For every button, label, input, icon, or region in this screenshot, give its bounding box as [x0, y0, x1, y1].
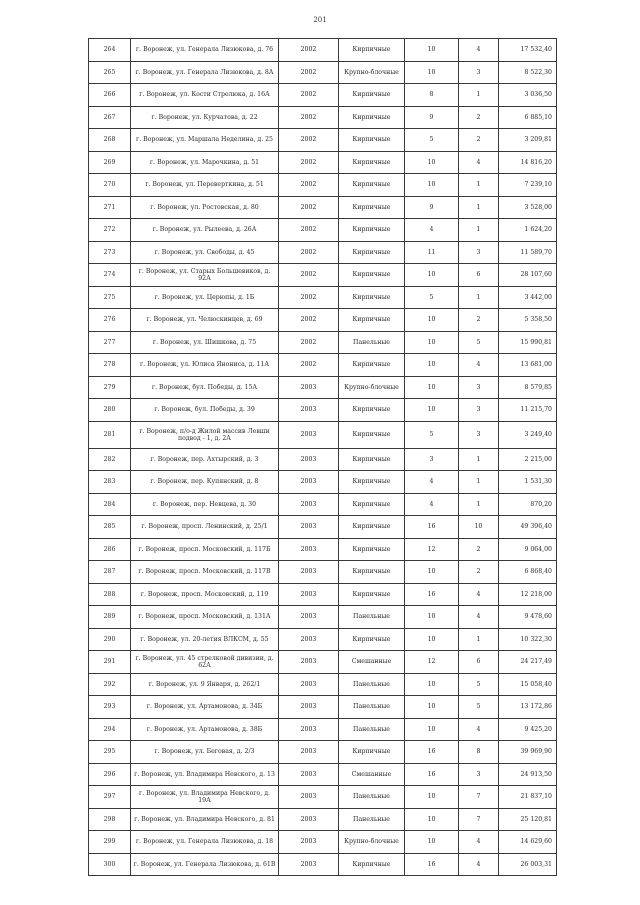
year-cell: 2003 — [279, 538, 339, 561]
wall-material-cell: Кирпичные — [339, 853, 405, 876]
floors-cell: 10 — [405, 561, 459, 584]
floors-cell: 4 — [405, 219, 459, 242]
row-number-cell: 292 — [89, 673, 131, 696]
wall-material-cell: Кирпичные — [339, 421, 405, 448]
wall-material-cell: Панельные — [339, 808, 405, 831]
amount-cell: 13 681,00 — [499, 354, 557, 377]
row-number-cell: 288 — [89, 583, 131, 606]
wall-material-cell: Смешанные — [339, 651, 405, 674]
wall-material-cell: Кирпичные — [339, 219, 405, 242]
wall-material-cell: Кирпичные — [339, 448, 405, 471]
amount-cell: 14 629,60 — [499, 831, 557, 854]
table-row — [89, 583, 557, 606]
row-number-cell: 264 — [89, 39, 131, 62]
table-row — [89, 606, 557, 629]
amount-cell: 10 322,30 — [499, 628, 557, 651]
floors-cell: 5 — [405, 421, 459, 448]
entrances-cell: 5 — [459, 673, 499, 696]
floors-cell: 10 — [405, 673, 459, 696]
table-row — [89, 264, 557, 287]
entrances-cell: 1 — [459, 174, 499, 197]
amount-cell: 6 868,40 — [499, 561, 557, 584]
year-cell: 2003 — [279, 741, 339, 764]
address-cell: г. Воронеж, ул. 45 стрелковой дивизии, д. 62А — [131, 651, 279, 674]
row-number-cell: 266 — [89, 84, 131, 107]
row-number-cell: 272 — [89, 219, 131, 242]
amount-cell: 25 120,81 — [499, 808, 557, 831]
amount-cell: 5 358,50 — [499, 309, 557, 332]
floors-cell: 12 — [405, 651, 459, 674]
amount-cell: 11 215,70 — [499, 399, 557, 422]
row-number-cell: 282 — [89, 448, 131, 471]
address-cell: г. Воронеж, ул. Переверткина, д. 51 — [131, 174, 279, 197]
row-number-cell: 273 — [89, 241, 131, 264]
year-cell: 2003 — [279, 448, 339, 471]
address-cell: г. Воронеж, ул. Марочкина, д. 51 — [131, 151, 279, 174]
year-cell: 2002 — [279, 84, 339, 107]
entrances-cell: 2 — [459, 106, 499, 129]
wall-material-cell: Кирпичные — [339, 561, 405, 584]
table-row — [89, 763, 557, 786]
year-cell: 2002 — [279, 151, 339, 174]
year-cell: 2003 — [279, 583, 339, 606]
row-number-cell: 269 — [89, 151, 131, 174]
floors-cell: 10 — [405, 174, 459, 197]
wall-material-cell: Кирпичные — [339, 354, 405, 377]
table-row — [89, 354, 557, 377]
table-row — [89, 309, 557, 332]
floors-cell: 16 — [405, 516, 459, 539]
address-cell: г. Воронеж, просп. Московский, д. 119 — [131, 583, 279, 606]
row-number-cell: 298 — [89, 808, 131, 831]
address-cell: г. Воронеж, ул. Владимира Невского, д. 13 — [131, 763, 279, 786]
year-cell: 2003 — [279, 696, 339, 719]
table-row — [89, 448, 557, 471]
entrances-cell: 4 — [459, 39, 499, 62]
entrances-cell: 3 — [459, 61, 499, 84]
entrances-cell: 3 — [459, 421, 499, 448]
floors-cell: 12 — [405, 538, 459, 561]
amount-cell: 28 107,60 — [499, 264, 557, 287]
year-cell: 2002 — [279, 61, 339, 84]
row-number-cell: 274 — [89, 264, 131, 287]
amount-cell: 9 478,60 — [499, 606, 557, 629]
amount-cell: 49 396,40 — [499, 516, 557, 539]
amount-cell: 26 003,31 — [499, 853, 557, 876]
address-cell: г. Воронеж, ул. Рылеева, д. 26А — [131, 219, 279, 242]
entrances-cell: 2 — [459, 538, 499, 561]
year-cell: 2002 — [279, 286, 339, 309]
amount-cell: 1 531,30 — [499, 471, 557, 494]
year-cell: 2003 — [279, 471, 339, 494]
address-cell: г. Воронеж, ул. Курчатова, д. 22 — [131, 106, 279, 129]
amount-cell: 3 442,00 — [499, 286, 557, 309]
amount-cell: 9 425,20 — [499, 718, 557, 741]
entrances-cell: 1 — [459, 471, 499, 494]
floors-cell: 16 — [405, 763, 459, 786]
row-number-cell: 297 — [89, 786, 131, 809]
entrances-cell: 5 — [459, 696, 499, 719]
row-number-cell: 300 — [89, 853, 131, 876]
address-cell: г. Воронеж, ул. Генерала Лизюкова, д. 76 — [131, 39, 279, 62]
wall-material-cell: Кирпичные — [339, 493, 405, 516]
table-row — [89, 241, 557, 264]
entrances-cell: 4 — [459, 853, 499, 876]
amount-cell: 7 239,10 — [499, 174, 557, 197]
amount-cell: 870,20 — [499, 493, 557, 516]
row-number-cell: 275 — [89, 286, 131, 309]
floors-cell: 10 — [405, 309, 459, 332]
amount-cell: 8 579,85 — [499, 376, 557, 399]
row-number-cell: 293 — [89, 696, 131, 719]
year-cell: 2003 — [279, 493, 339, 516]
year-cell: 2002 — [279, 309, 339, 332]
row-number-cell: 296 — [89, 763, 131, 786]
floors-cell: 11 — [405, 241, 459, 264]
wall-material-cell: Кирпичные — [339, 583, 405, 606]
year-cell: 2002 — [279, 331, 339, 354]
wall-material-cell: Кирпичные — [339, 106, 405, 129]
table-row — [89, 853, 557, 876]
floors-cell: 5 — [405, 129, 459, 152]
year-cell: 2003 — [279, 421, 339, 448]
entrances-cell: 1 — [459, 628, 499, 651]
entrances-cell: 6 — [459, 264, 499, 287]
address-cell: г. Воронеж, ул. Ростовская, д. 80 — [131, 196, 279, 219]
row-number-cell: 286 — [89, 538, 131, 561]
entrances-cell: 3 — [459, 763, 499, 786]
row-number-cell: 287 — [89, 561, 131, 584]
floors-cell: 10 — [405, 61, 459, 84]
floors-cell: 10 — [405, 808, 459, 831]
table-row — [89, 516, 557, 539]
entrances-cell: 2 — [459, 129, 499, 152]
address-cell: г. Воронеж, ул. Владимира Невского, д. 81 — [131, 808, 279, 831]
wall-material-cell: Кирпичные — [339, 538, 405, 561]
row-number-cell: 294 — [89, 718, 131, 741]
wall-material-cell: Кирпичные — [339, 174, 405, 197]
row-number-cell: 280 — [89, 399, 131, 422]
amount-cell: 21 837,10 — [499, 786, 557, 809]
table-row — [89, 471, 557, 494]
amount-cell: 24 913,50 — [499, 763, 557, 786]
floors-cell: 16 — [405, 583, 459, 606]
wall-material-cell: Кирпичные — [339, 196, 405, 219]
address-cell: г. Воронеж, ул. Свободы, д. 45 — [131, 241, 279, 264]
entrances-cell: 5 — [459, 331, 499, 354]
amount-cell: 6 885,10 — [499, 106, 557, 129]
year-cell: 2003 — [279, 561, 339, 584]
address-cell: г. Воронеж, просп. Московский, д. 131А — [131, 606, 279, 629]
entrances-cell: 3 — [459, 376, 499, 399]
address-cell: г. Воронеж, ул. Старых Большевиков, д. 92А — [131, 264, 279, 287]
floors-cell: 8 — [405, 84, 459, 107]
entrances-cell: 2 — [459, 561, 499, 584]
floors-cell: 9 — [405, 106, 459, 129]
address-cell: г. Воронеж, ул. Кости Стрелюка, д. 16А — [131, 84, 279, 107]
year-cell: 2002 — [279, 39, 339, 62]
floors-cell: 10 — [405, 718, 459, 741]
wall-material-cell: Панельные — [339, 331, 405, 354]
amount-cell: 3 249,40 — [499, 421, 557, 448]
wall-material-cell: Кирпичные — [339, 286, 405, 309]
year-cell: 2002 — [279, 264, 339, 287]
address-cell: г. Воронеж, ул. Беговая, д. 2/3 — [131, 741, 279, 764]
floors-cell: 10 — [405, 354, 459, 377]
table-row — [89, 129, 557, 152]
table-row — [89, 651, 557, 674]
address-cell: г. Воронеж, ул. Генерала Лизюкова, д. 8А — [131, 61, 279, 84]
table-row — [89, 196, 557, 219]
address-cell: г. Воронеж, ул. Юлиса Янониса, д. 11А — [131, 354, 279, 377]
row-number-cell: 290 — [89, 628, 131, 651]
entrances-cell: 10 — [459, 516, 499, 539]
table-row — [89, 628, 557, 651]
floors-cell: 4 — [405, 471, 459, 494]
entrances-cell: 7 — [459, 786, 499, 809]
wall-material-cell: Крупно-блочные — [339, 831, 405, 854]
page-number: 201 — [313, 16, 327, 24]
entrances-cell: 4 — [459, 718, 499, 741]
row-number-cell: 299 — [89, 831, 131, 854]
floors-cell: 10 — [405, 151, 459, 174]
entrances-cell: 1 — [459, 286, 499, 309]
amount-cell: 2 215,00 — [499, 448, 557, 471]
wall-material-cell: Кирпичные — [339, 471, 405, 494]
table-row — [89, 808, 557, 831]
table-row — [89, 39, 557, 62]
entrances-cell: 1 — [459, 448, 499, 471]
row-number-cell: 295 — [89, 741, 131, 764]
floors-cell: 10 — [405, 39, 459, 62]
wall-material-cell: Панельные — [339, 696, 405, 719]
wall-material-cell: Кирпичные — [339, 264, 405, 287]
address-cell: г. Воронеж, ул. Церюпы, д. 1Б — [131, 286, 279, 309]
wall-material-cell: Кирпичные — [339, 628, 405, 651]
address-cell: г. Воронеж, ул. Маршала Неделина, д. 25 — [131, 129, 279, 152]
amount-cell: 3 528,00 — [499, 196, 557, 219]
entrances-cell: 4 — [459, 583, 499, 606]
table-row — [89, 174, 557, 197]
table-row — [89, 696, 557, 719]
address-cell: г. Воронеж, бул. Победы, д. 39 — [131, 399, 279, 422]
year-cell: 2002 — [279, 129, 339, 152]
amount-cell: 17 532,40 — [499, 39, 557, 62]
entrances-cell: 3 — [459, 399, 499, 422]
year-cell: 2003 — [279, 718, 339, 741]
floors-cell: 4 — [405, 493, 459, 516]
row-number-cell: 279 — [89, 376, 131, 399]
wall-material-cell: Панельные — [339, 673, 405, 696]
wall-material-cell: Кирпичные — [339, 151, 405, 174]
amount-cell: 9 064,00 — [499, 538, 557, 561]
amount-cell: 15 058,40 — [499, 673, 557, 696]
floors-cell: 10 — [405, 376, 459, 399]
wall-material-cell: Кирпичные — [339, 309, 405, 332]
address-cell: г. Воронеж, просп. Московский, д. 117В — [131, 561, 279, 584]
year-cell: 2003 — [279, 831, 339, 854]
amount-cell: 39 969,90 — [499, 741, 557, 764]
floors-cell: 10 — [405, 606, 459, 629]
wall-material-cell: Крупно-блочные — [339, 61, 405, 84]
address-cell: г. Воронеж, ул. Генерала Лизюкова, д. 18 — [131, 831, 279, 854]
table-row — [89, 673, 557, 696]
year-cell: 2002 — [279, 219, 339, 242]
address-cell: г. Воронеж, просп. Ленинский, д. 25/1 — [131, 516, 279, 539]
year-cell: 2003 — [279, 853, 339, 876]
entrances-cell: 8 — [459, 741, 499, 764]
address-cell: г. Воронеж, п/о-д Жилой массив Левши подвод - 1, д. 2А — [131, 421, 279, 448]
entrances-cell: 6 — [459, 651, 499, 674]
floors-cell: 10 — [405, 786, 459, 809]
amount-cell: 15 990,81 — [499, 331, 557, 354]
table-row — [89, 399, 557, 422]
year-cell: 2003 — [279, 399, 339, 422]
floors-cell: 3 — [405, 448, 459, 471]
address-cell: г. Воронеж, пер. Ахтырский, д. 3 — [131, 448, 279, 471]
row-number-cell: 283 — [89, 471, 131, 494]
table-row — [89, 561, 557, 584]
wall-material-cell: Кирпичные — [339, 241, 405, 264]
address-cell: г. Воронеж, ул. 20-летия ВЛКСМ, д. 55 — [131, 628, 279, 651]
floors-cell: 9 — [405, 196, 459, 219]
floors-cell: 16 — [405, 741, 459, 764]
address-cell: г. Воронеж, пер. Купянский, д. 8 — [131, 471, 279, 494]
row-number-cell: 278 — [89, 354, 131, 377]
address-cell: г. Воронеж, ул. Артамонова, д. 38Б — [131, 718, 279, 741]
year-cell: 2003 — [279, 808, 339, 831]
address-cell: г. Воронеж, ул. Челюскинцев, д. 69 — [131, 309, 279, 332]
year-cell: 2003 — [279, 376, 339, 399]
amount-cell: 8 522,30 — [499, 61, 557, 84]
floors-cell: 10 — [405, 264, 459, 287]
wall-material-cell: Панельные — [339, 606, 405, 629]
table-row — [89, 151, 557, 174]
year-cell: 2002 — [279, 196, 339, 219]
row-number-cell: 289 — [89, 606, 131, 629]
address-cell: г. Воронеж, ул. Владимира Невского, д. 19А — [131, 786, 279, 809]
year-cell: 2003 — [279, 786, 339, 809]
address-cell: г. Воронеж, просп. Московский, д. 117Б — [131, 538, 279, 561]
housing-registry-table — [88, 38, 557, 876]
floors-cell: 5 — [405, 286, 459, 309]
address-cell: г. Воронеж, ул. Артамонова, д. 34Б — [131, 696, 279, 719]
year-cell: 2003 — [279, 606, 339, 629]
year-cell: 2002 — [279, 241, 339, 264]
amount-cell: 3 036,50 — [499, 84, 557, 107]
entrances-cell: 2 — [459, 309, 499, 332]
row-number-cell: 281 — [89, 421, 131, 448]
address-cell: г. Воронеж, ул. Генерала Лизюкова, д. 61В — [131, 853, 279, 876]
table-row — [89, 786, 557, 809]
floors-cell: 16 — [405, 853, 459, 876]
floors-cell: 10 — [405, 331, 459, 354]
row-number-cell: 271 — [89, 196, 131, 219]
wall-material-cell: Кирпичные — [339, 84, 405, 107]
address-cell: г. Воронеж, пер. Невцева, д. 30 — [131, 493, 279, 516]
address-cell: г. Воронеж, ул. Шишкова, д. 75 — [131, 331, 279, 354]
row-number-cell: 267 — [89, 106, 131, 129]
year-cell: 2003 — [279, 673, 339, 696]
row-number-cell: 270 — [89, 174, 131, 197]
entrances-cell: 1 — [459, 493, 499, 516]
entrances-cell: 4 — [459, 151, 499, 174]
table-row — [89, 493, 557, 516]
entrances-cell: 1 — [459, 84, 499, 107]
table-body — [89, 39, 557, 876]
table-row — [89, 331, 557, 354]
wall-material-cell: Панельные — [339, 786, 405, 809]
entrances-cell: 1 — [459, 196, 499, 219]
entrances-cell: 7 — [459, 808, 499, 831]
entrances-cell: 1 — [459, 219, 499, 242]
wall-material-cell: Кирпичные — [339, 516, 405, 539]
amount-cell: 13 172,86 — [499, 696, 557, 719]
table-row — [89, 219, 557, 242]
year-cell: 2002 — [279, 354, 339, 377]
amount-cell: 14 816,20 — [499, 151, 557, 174]
row-number-cell: 285 — [89, 516, 131, 539]
table-row — [89, 84, 557, 107]
entrances-cell: 4 — [459, 831, 499, 854]
year-cell: 2003 — [279, 651, 339, 674]
row-number-cell: 268 — [89, 129, 131, 152]
row-number-cell: 284 — [89, 493, 131, 516]
amount-cell: 1 624,20 — [499, 219, 557, 242]
table-row — [89, 286, 557, 309]
row-number-cell: 265 — [89, 61, 131, 84]
floors-cell: 10 — [405, 628, 459, 651]
year-cell: 2002 — [279, 106, 339, 129]
wall-material-cell: Панельные — [339, 718, 405, 741]
wall-material-cell: Кирпичные — [339, 741, 405, 764]
table-row — [89, 61, 557, 84]
address-cell: г. Воронеж, ул. 9 Января, д. 262/1 — [131, 673, 279, 696]
floors-cell: 10 — [405, 696, 459, 719]
wall-material-cell: Кирпичные — [339, 129, 405, 152]
year-cell: 2003 — [279, 763, 339, 786]
amount-cell: 12 218,00 — [499, 583, 557, 606]
table-row — [89, 421, 557, 448]
entrances-cell: 4 — [459, 354, 499, 377]
entrances-cell: 3 — [459, 241, 499, 264]
address-cell: г. Воронеж, бул. Победы, д. 15А — [131, 376, 279, 399]
entrances-cell: 4 — [459, 606, 499, 629]
wall-material-cell: Смешанные — [339, 763, 405, 786]
table-row — [89, 741, 557, 764]
amount-cell: 24 217,49 — [499, 651, 557, 674]
year-cell: 2003 — [279, 628, 339, 651]
table-row — [89, 376, 557, 399]
year-cell: 2002 — [279, 174, 339, 197]
row-number-cell: 291 — [89, 651, 131, 674]
table-row — [89, 718, 557, 741]
amount-cell: 11 589,70 — [499, 241, 557, 264]
row-number-cell: 277 — [89, 331, 131, 354]
floors-cell: 10 — [405, 831, 459, 854]
wall-material-cell: Крупно-блочные — [339, 376, 405, 399]
table-row — [89, 106, 557, 129]
floors-cell: 10 — [405, 399, 459, 422]
row-number-cell: 276 — [89, 309, 131, 332]
wall-material-cell: Кирпичные — [339, 39, 405, 62]
year-cell: 2003 — [279, 516, 339, 539]
wall-material-cell: Кирпичные — [339, 399, 405, 422]
table-row — [89, 538, 557, 561]
amount-cell: 3 209,81 — [499, 129, 557, 152]
table-row — [89, 831, 557, 854]
